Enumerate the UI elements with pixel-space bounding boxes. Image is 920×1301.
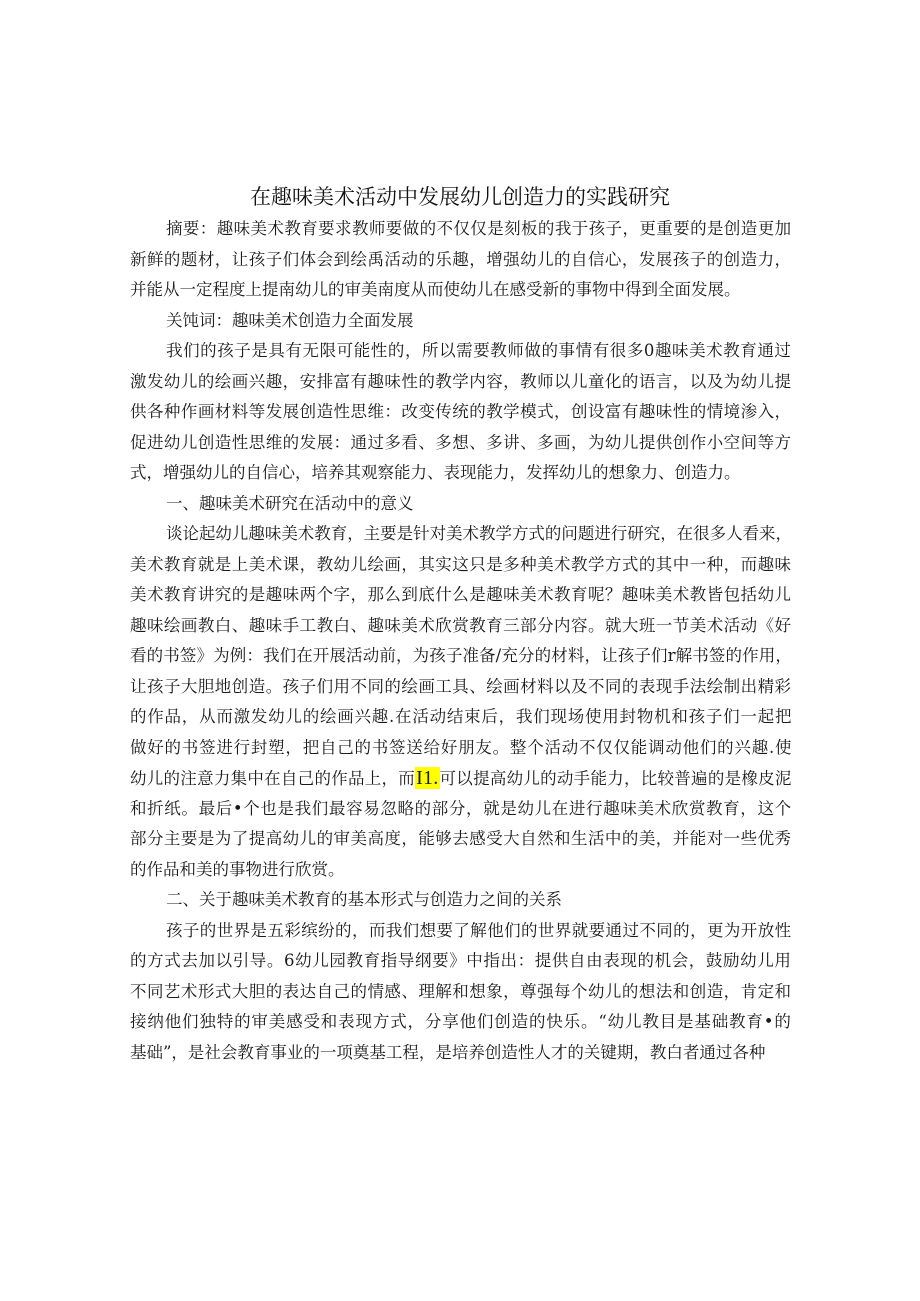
- text-line: [130, 1038, 765, 1068]
- text-line: [166, 336, 792, 366]
- text-segment: 美术教育就是上美术课，教幼儿绘画，其实这只是多种美术教学方式的其中一种，而趣味: [130, 554, 792, 574]
- text-segment: 供各种作画材料等发展创造性思维：改变传统的教学模式，创设富有趣味性的情境渗入，: [130, 402, 792, 421]
- text-segment: 并能从一定程度上提南幼儿的审美南度从而使幼儿在感受新的事物中得到全面发展。: [130, 280, 741, 299]
- text-line: [130, 245, 792, 275]
- text-line: [130, 275, 741, 305]
- text-line: [130, 733, 792, 763]
- text-line: [166, 519, 792, 549]
- text-line: [130, 428, 792, 458]
- text-line: [166, 916, 792, 946]
- text-segment: 基础”，是社会教育事业的一项奠基工程，是培养创造性人才的关键期，教白者通过各种: [130, 1042, 766, 1062]
- text-segment: 关饨词：趣味美术创造力全面发展: [166, 310, 414, 330]
- text-segment: 新鲜的题材，让孩子们体会到绘禹活动的乐趣，增强幼儿的自信心，发展孩子的创造力，: [130, 249, 792, 269]
- text-segment: 看的书签》为例：我们在开展活动前，为孩子准备/充分的材料，让孩子们r解书签的作用，: [130, 646, 792, 665]
- text-segment: 谈论起幼儿趣味美术教育，主要是针对美术教学方式的问题进行研究，在很多人看来，: [166, 524, 792, 543]
- text-segment: 激发幼儿的绘画兴趣，安排富有趣味性的教学内容，教师以儿童化的语言，以及为幼儿提: [130, 371, 792, 391]
- highlighted-text: I1.: [416, 767, 439, 789]
- text-line: [130, 855, 345, 885]
- text-line: [130, 550, 792, 580]
- text-segment: 二、关于趣味美术教育的基本形式与创造力之间的关系: [166, 890, 562, 909]
- text-segment: 式，增强幼儿的自信心，培养其观察能力、表现能力，发挥幼儿的想象力、创造力。: [130, 463, 741, 482]
- text-line: [166, 306, 414, 336]
- text-segment: 的方式去加以引导。6幼儿园教育指导纲要》中指出：提供自由表现的机会，鼓励幼儿用: [130, 951, 792, 970]
- text-line: [130, 611, 792, 641]
- text-line: [130, 672, 792, 702]
- text-line: [166, 885, 562, 915]
- document-title: 在趣味美术活动中发展幼儿创造力的实践研究: [250, 185, 670, 209]
- text-segment: 摘要：趣味美术教育要求教师要做的不仅仅是刻板的我于孩子，更重要的是创造更加: [166, 219, 792, 238]
- text-segment: 不同艺术形式大胆的表达自己的情感、理解和想象，尊强每个幼儿的想法和创造，肯定和: [130, 981, 792, 1001]
- text-segment: 趣味绘画教白、趣味手工教白、趣味美术欣赏教育三部分内容。就大班一节美术活动《好: [130, 615, 792, 635]
- text-segment: 和折纸。最后•个也是我们最容易忽略的部分，就是幼儿在进行趣味美术欣赏教育，这个: [130, 798, 792, 818]
- text-line: [130, 824, 792, 854]
- text-line: [130, 1007, 792, 1037]
- text-segment: 接纳他们独特的审美感受和表现方式，分享他们创造的快乐。“幼儿教目是基础教育•的: [130, 1012, 792, 1031]
- text-line: [130, 977, 792, 1007]
- text-segment: 促进幼儿创造性思维的发展：通过多看、多想、多讲、多画，为幼儿提供创作小空间等方: [130, 432, 792, 452]
- text-segment: 孩子的世界是五彩缤纷的，而我们想要了解他们的世界就要通过不同的，更为开放性: [166, 920, 792, 940]
- text-line: [130, 580, 792, 610]
- text-line: [130, 946, 792, 976]
- text-line: [166, 214, 792, 244]
- text-segment: 让孩子大胆地创造。孩子们用不同的绘画工具、绘画材料以及不同的表现手法绘制出精彩: [130, 676, 792, 696]
- text-line: [130, 367, 792, 397]
- text-line: [130, 702, 792, 732]
- text-line: [130, 458, 741, 488]
- text-segment: 的作品和美的事物进行欣赏。: [130, 859, 345, 879]
- text-segment: 一、趣味美术研究在活动中的意义: [166, 493, 414, 513]
- text-segment: 做好的书签进行封塑，把自己的书签送给好朋友。整个活动不仅仅能调动他们的兴趣.使: [130, 737, 793, 757]
- text-line: [130, 397, 792, 427]
- text-line: [166, 489, 414, 519]
- text-segment: 美术教育讲究的是趣味两个字，那么到底什么是趣味美术教育呢？趣味美术教皆包括幼儿: [130, 585, 792, 604]
- text-line: [130, 763, 792, 793]
- text-segment: 的作品，从而激发幼儿的绘画兴趣.在活动结束后，我们现场使用封物机和孩子们一起把: [130, 707, 793, 726]
- text-segment: 可以提高幼儿的动手能力，比较普遍的是橡皮泥: [439, 769, 792, 788]
- text-segment: 我们的孩子是具有无限可能性的，所以需要教师做的事情有很多0趣味美术教育通过: [166, 341, 792, 360]
- text-line: [130, 794, 792, 824]
- text-segment: 幼儿的注意力集中在自己的作品上，而: [130, 769, 416, 788]
- text-line: [130, 641, 792, 671]
- text-segment: 部分主要是为了提高幼儿的审美高度，能够去感受大自然和生活中的美，并能对一些优秀: [130, 829, 792, 848]
